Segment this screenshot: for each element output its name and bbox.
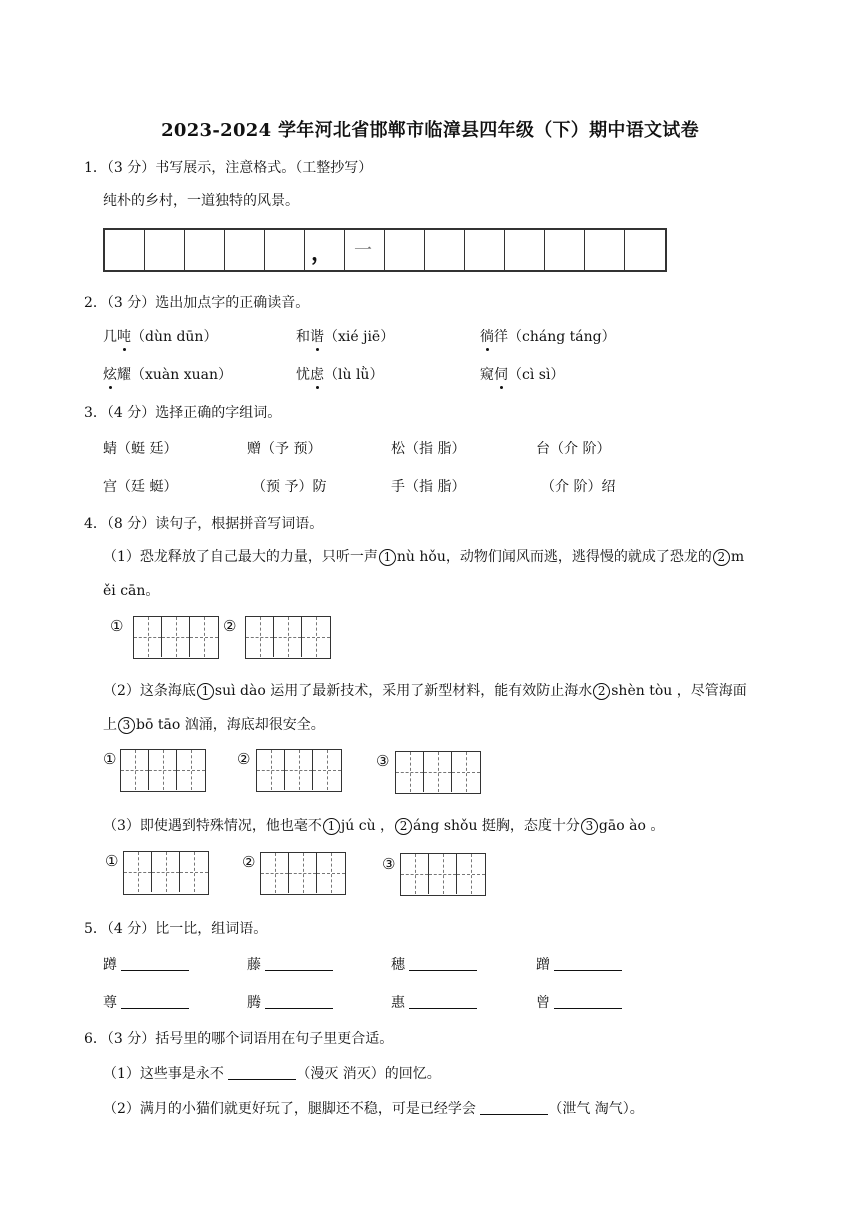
- answer-box: [256, 749, 342, 792]
- answer-blank[interactable]: [228, 1066, 296, 1080]
- grid-cell: [145, 230, 185, 270]
- box-number-3: ③: [376, 752, 390, 770]
- sentence-text: （2）这条海底: [103, 683, 196, 699]
- box-cell: [429, 854, 457, 894]
- box-number-3: ③: [382, 855, 396, 873]
- choice-item: 手（指 脂）: [391, 479, 466, 495]
- grid-mark-comma: ，: [311, 240, 334, 266]
- box-cell: [180, 852, 208, 892]
- answer-blank[interactable]: [121, 995, 189, 1009]
- box-cell: [177, 750, 205, 790]
- compare-char: 尊: [103, 995, 117, 1011]
- compare-char: 惠: [391, 995, 405, 1011]
- grid-cell: [505, 230, 545, 270]
- pinyin-text: jú cù: [340, 818, 376, 834]
- sentence-text: 。: [645, 818, 665, 834]
- pinyin-text: m: [730, 549, 745, 565]
- box-cell: [149, 750, 177, 790]
- question-1-text: 纯朴的乡村，一道独特的风景。: [103, 193, 299, 209]
- box-number-1: ①: [103, 750, 117, 768]
- answer-box: [260, 852, 346, 895]
- question-4-sentence-1-cont: [103, 580, 159, 600]
- circled-number-1: 1: [197, 683, 214, 700]
- choice-item: 台（介 阶）: [536, 441, 611, 457]
- circled-number-2: 2: [713, 549, 730, 566]
- grid-cell: [585, 230, 625, 270]
- box-cell: [124, 852, 152, 892]
- box-cell: [246, 617, 274, 657]
- box-cell: [152, 852, 180, 892]
- box-number-2: ②: [237, 750, 251, 768]
- choice-item: 松（指 脂）: [391, 441, 466, 457]
- sentence-text: （泄气 淘气）。: [548, 1101, 644, 1117]
- grid-cell: [385, 230, 425, 270]
- answer-box: [400, 853, 486, 896]
- answer-box: [395, 751, 481, 794]
- compare-char: 藤: [247, 957, 261, 973]
- compare-char: 蹲: [103, 957, 117, 973]
- box-cell: [261, 853, 289, 893]
- pinyin-item: [480, 364, 564, 384]
- question-5-stem: 5．（4 分）比一比，组词语。: [84, 921, 268, 937]
- pinyin-text: gāo ào: [598, 818, 646, 834]
- box-cell: [452, 752, 480, 792]
- choice-item: 蜻（蜓 廷）: [103, 441, 178, 457]
- box-cell: [396, 752, 424, 792]
- sentence-text: （1）恐龙释放了自己最大的力量，只听一声: [103, 549, 378, 565]
- grid-cell: [185, 230, 225, 270]
- question-4-sentence-3: [103, 815, 664, 835]
- item-text: （cì sì）: [508, 367, 565, 383]
- compare-item: [103, 954, 189, 974]
- box-cell: [289, 853, 317, 893]
- grid-cell: [225, 230, 265, 270]
- box-cell: [190, 617, 218, 657]
- compare-item: [247, 992, 333, 1012]
- grid-cell: [625, 230, 665, 270]
- pinyin-text: nù hǒu: [396, 549, 446, 565]
- grid-cell: [425, 230, 465, 270]
- answer-box: [123, 851, 209, 895]
- question-1-stem: 1．（3 分）书写展示，注意格式。（工整抄写）: [84, 160, 373, 176]
- box-cell: [302, 617, 330, 657]
- compare-item: [536, 992, 622, 1012]
- pinyin-text: shèn tòu: [611, 683, 673, 699]
- item-text: 几: [103, 329, 117, 345]
- compare-char: 蹭: [536, 957, 550, 973]
- answer-blank[interactable]: [265, 957, 333, 971]
- choice-item: 宫（廷 蜓）: [103, 479, 178, 495]
- question-6-stem: 6．（3 分）括号里的哪个词语用在句子里更合适。: [84, 1031, 394, 1047]
- pinyin-item: [296, 326, 394, 346]
- box-cell: [274, 617, 302, 657]
- compare-item: [391, 954, 477, 974]
- answer-blank[interactable]: [554, 957, 622, 971]
- grid-cell-comma: [305, 230, 345, 270]
- choice-item: （预 予）防: [252, 479, 327, 495]
- answer-blank[interactable]: [265, 995, 333, 1009]
- dotted-char: 炫: [103, 364, 117, 384]
- pinyin-item: [103, 326, 217, 346]
- grid-cell: [545, 230, 585, 270]
- item-text: 徉（cháng táng）: [494, 329, 616, 345]
- compare-char: 腾: [247, 995, 261, 1011]
- item-text: 忧: [296, 367, 310, 383]
- sentence-text: 汹涌，海底却很安全。: [180, 717, 325, 733]
- sentence-text: ，动物们闻风而逃，逃得慢的就成了恐龙的: [445, 549, 712, 565]
- compare-item: [391, 992, 477, 1012]
- answer-blank[interactable]: [480, 1101, 548, 1115]
- grid-cell: [105, 230, 145, 270]
- question-4-sentence-2-cont: [103, 714, 325, 734]
- pinyin-item: [103, 364, 232, 384]
- circled-number-3: 3: [118, 717, 135, 734]
- box-cell: [285, 750, 313, 790]
- choice-item: （介 阶）绍: [541, 479, 616, 495]
- box-cell: [257, 750, 285, 790]
- item-text: 耀（xuàn xuan）: [117, 367, 233, 383]
- compare-item: [536, 954, 622, 974]
- box-cell: [134, 617, 162, 657]
- grid-mark-dash: 一: [354, 240, 372, 261]
- box-cell: [317, 853, 345, 893]
- box-cell: [401, 854, 429, 894]
- sentence-text: （2）满月的小猫们就更好玩了，腿脚还不稳，可是已经学会: [103, 1101, 481, 1117]
- item-text: 窥: [480, 367, 494, 383]
- question-4-sentence-1: [103, 546, 744, 566]
- sentence-text: ，尽管海面: [672, 683, 747, 699]
- answer-blank[interactable]: [409, 957, 477, 971]
- grid-cell-dash: [345, 230, 385, 270]
- circled-number-2: 2: [593, 683, 610, 700]
- box-cell: [313, 750, 341, 790]
- box-number-2: ②: [242, 853, 256, 871]
- circled-number-1: 1: [323, 818, 340, 835]
- question-4-stem: 4．（8 分）读句子，根据拼音写词语。: [84, 516, 324, 532]
- circled-number-2: 2: [395, 818, 412, 835]
- pinyin-text: áng shǒu: [413, 818, 478, 834]
- pinyin-item: [296, 364, 383, 384]
- dotted-char: 吨: [117, 326, 131, 346]
- writing-grid: [103, 228, 667, 272]
- answer-box: [133, 616, 219, 659]
- compare-char: 穗: [391, 957, 405, 973]
- box-number-1: ①: [105, 852, 119, 870]
- box-cell: [162, 617, 190, 657]
- sentence-text: 上: [103, 717, 117, 733]
- sentence-text: 挺胸，态度十分: [477, 818, 580, 834]
- question-6-sentence-2: [103, 1098, 644, 1118]
- question-6-sentence-1: [103, 1063, 441, 1083]
- sentence-text: （1）这些事是永不: [103, 1066, 229, 1082]
- compare-item: [103, 992, 189, 1012]
- compare-char: 曾: [536, 995, 550, 1011]
- circled-number-3: 3: [581, 818, 598, 835]
- answer-blank[interactable]: [554, 995, 622, 1009]
- question-3-stem: 3．（4 分）选择正确的字组词。: [84, 405, 282, 421]
- item-text: （xié jiē）: [324, 329, 395, 345]
- dotted-char: 谐: [310, 326, 324, 346]
- pinyin-text: ěi cān: [103, 583, 146, 599]
- box-cell: [121, 750, 149, 790]
- exam-title: 2023-2024 学年河北省邯郸市临漳县四年级（下）期中语文试卷: [161, 120, 699, 141]
- sentence-text: （3）即使遇到特殊情况，他也毫不: [103, 818, 322, 834]
- compare-item: [247, 954, 333, 974]
- answer-blank[interactable]: [409, 995, 477, 1009]
- question-2-stem: 2．（3 分）选出加点字的正确读音。: [84, 295, 310, 311]
- choice-item: 赠（予 预）: [247, 441, 322, 457]
- dotted-char: 虑: [310, 364, 324, 384]
- sentence-text: ，: [375, 818, 395, 834]
- answer-box: [120, 749, 206, 792]
- item-text: （lù lǜ）: [324, 367, 384, 383]
- box-cell: [457, 854, 485, 894]
- dotted-char: 伺: [494, 364, 508, 384]
- grid-cell: [465, 230, 505, 270]
- item-text: 和: [296, 329, 310, 345]
- sentence-text: 运用了最新技术，采用了新型材料，能有效防止海水: [265, 683, 593, 699]
- sentence-text: （漫灭 消灭）的回忆。: [296, 1066, 441, 1082]
- pinyin-text: bō tāo: [136, 717, 181, 733]
- box-number-1: ①: [110, 617, 124, 635]
- answer-box: [245, 616, 331, 659]
- sentence-text: 。: [145, 583, 160, 599]
- circled-number-1: 1: [379, 549, 396, 566]
- answer-blank[interactable]: [121, 957, 189, 971]
- pinyin-item: [480, 326, 616, 346]
- question-4-sentence-2: [103, 680, 747, 700]
- item-text: （dùn dūn）: [131, 329, 218, 345]
- box-number-2: ②: [223, 617, 237, 635]
- pinyin-text: suì dào: [214, 683, 266, 699]
- grid-cell: [265, 230, 305, 270]
- dotted-char: 徜: [480, 326, 494, 346]
- box-cell: [424, 752, 452, 792]
